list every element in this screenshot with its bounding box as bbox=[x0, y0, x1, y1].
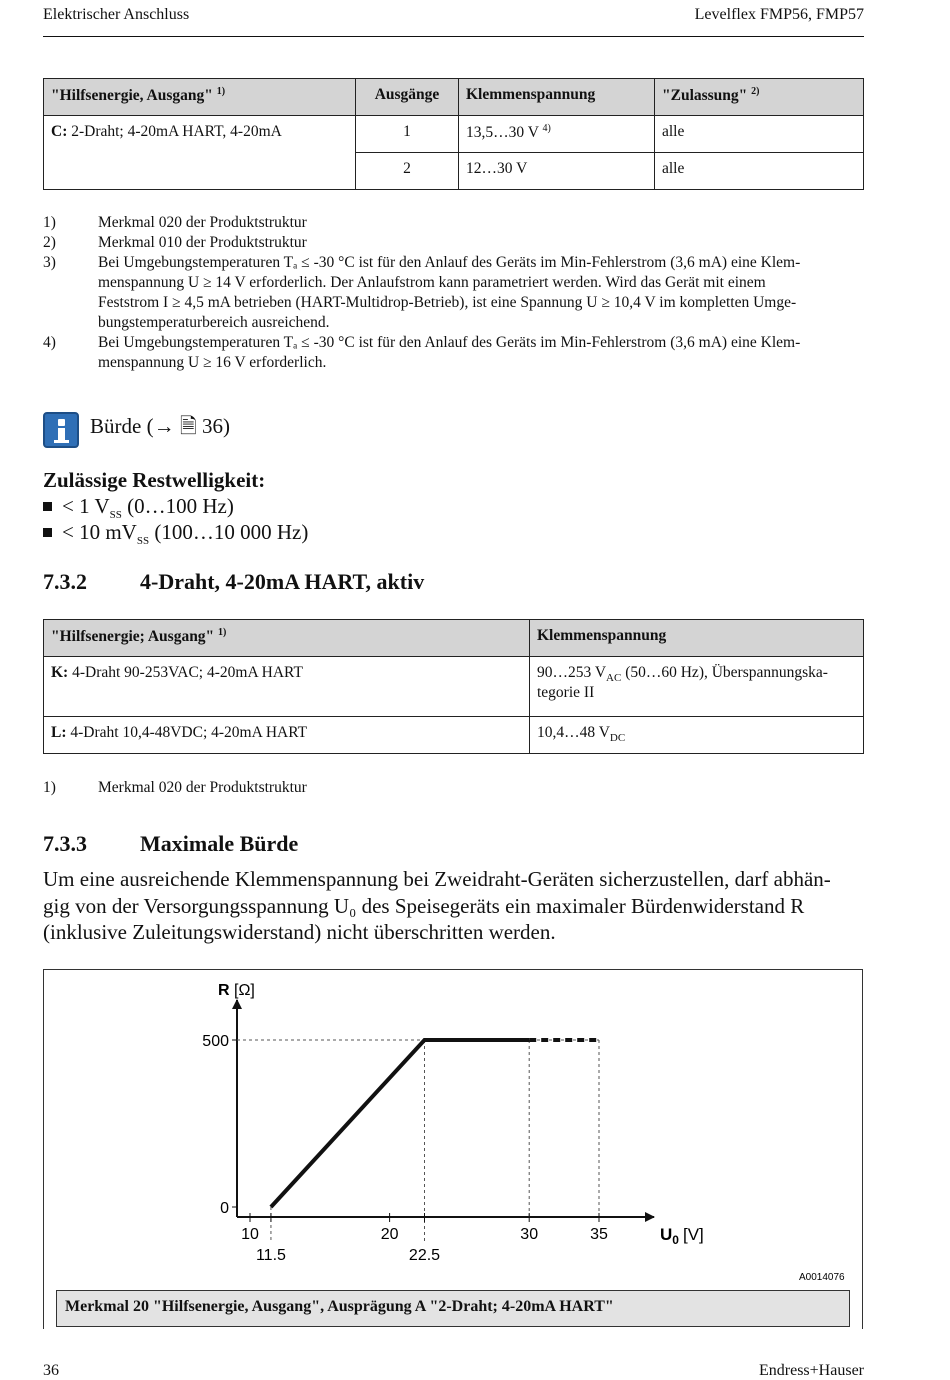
power-output-cell: K: 4-Draht 90-253VAC; 4-20mA HART bbox=[44, 657, 530, 717]
ripple-heading: Zulässige Restwelligkeit: bbox=[43, 468, 266, 492]
section-title-732: 4-Draht, 4-20mA HART, aktiv bbox=[140, 569, 425, 594]
power-output-cell: C: 2-Draht; 4-20mA HART, 4-20mA bbox=[44, 116, 356, 190]
footnote: 1) Merkmal 020 der Produktstruktur bbox=[43, 214, 307, 231]
x-tick-label: 10 bbox=[241, 1226, 259, 1243]
load-chart-frame bbox=[43, 969, 863, 1329]
x-tick-label: 22.5 bbox=[408, 1247, 441, 1264]
x-tick-label: 11.5 bbox=[255, 1247, 286, 1264]
footnote: 2) Merkmal 010 der Produktstruktur bbox=[43, 234, 307, 251]
max-load-curve bbox=[271, 1040, 529, 1207]
ripple-item: < 1 $V_{SS}$ (0…100 Hz) bbox=[43, 494, 234, 521]
y-axis-label: R [Ω] bbox=[218, 982, 255, 999]
x-tick-label: 20 bbox=[380, 1226, 399, 1243]
voltage-cell: 12…30 V bbox=[459, 153, 655, 190]
voltage-cell: 90…253 $V_{AC}$ (50…60 Hz), Überspannungska- tegorie II bbox=[530, 657, 864, 717]
col-header-terminal-voltage: Klemmenspannung bbox=[459, 79, 655, 116]
header-rule bbox=[43, 36, 864, 37]
col-header-approval: "Zulassung" $^{2)}$ bbox=[655, 79, 864, 116]
axis-ticks bbox=[202, 1033, 608, 1264]
power-output-table-2wire bbox=[43, 78, 864, 190]
section-paragraph: Um eine ausreichende Klemmenspannung bei Zweidraht-Geräten sicherzustellen, darf abhän- gig von der Versorgungsspannung U₀ des Speisegeräts ein maximaler Bürdenwiderstand R (inklusive Zuleitungswiderstand) nicht überschritten werden. bbox=[43, 867, 831, 944]
page-number: 36 bbox=[43, 1362, 59, 1379]
running-header-left: Elektrischer Anschluss bbox=[43, 6, 190, 23]
footnotes-table1 bbox=[43, 213, 864, 373]
running-header-right: Levelflex FMP56, FMP57 bbox=[694, 6, 864, 23]
voltage-cell: 13,5…30 V $^{4)}$ bbox=[459, 116, 655, 153]
voltage-cell: 10,4…48 $V_{DC}$ bbox=[530, 717, 864, 754]
col-header-terminal-voltage: Klemmenspannung bbox=[530, 620, 864, 657]
power-output-table-4wire bbox=[43, 619, 864, 754]
table-row bbox=[44, 717, 864, 754]
footer-brand: Endress+Hauser bbox=[759, 1362, 864, 1379]
section-title-733: Maximale Bürde bbox=[140, 831, 299, 856]
col-header-power-output: "Hilfsenergie, Ausgang" $^{1)}$ bbox=[44, 79, 356, 116]
section-number-733: 7.3.3 bbox=[43, 831, 87, 856]
figure-id: A0014076 bbox=[799, 1272, 845, 1283]
info-icon bbox=[43, 412, 79, 448]
x-tick-label: 35 bbox=[590, 1226, 608, 1243]
outputs-cell: 1 bbox=[356, 116, 459, 153]
x-tick-label: 30 bbox=[520, 1226, 539, 1243]
guide-lines bbox=[237, 1040, 599, 1243]
footnote: 4) Bei Umgebungstemperaturen Tₐ ≤ -30 °C ist für den Anlauf des Geräts im Min-Fehlerstrom (3,6 mA) eine Klem- menspannung U ≥ 16 V erforderlich. bbox=[43, 334, 801, 371]
table-row bbox=[44, 116, 864, 153]
power-output-cell: L: 4-Draht 10,4-48VDC; 4-20mA HART bbox=[44, 717, 530, 754]
table-header-row bbox=[44, 79, 864, 116]
table-row bbox=[44, 657, 864, 717]
max-load-chart bbox=[44, 970, 862, 1330]
ripple-item: < 10 $mV_{SS}$ (100…10 000 Hz) bbox=[43, 520, 308, 547]
outputs-cell: 2 bbox=[356, 153, 459, 190]
y-tick-label: 0 bbox=[220, 1200, 229, 1217]
footnote: 1) Merkmal 020 der Produktstruktur bbox=[43, 779, 307, 796]
y-tick-label: 500 bbox=[202, 1033, 229, 1050]
section-number-732: 7.3.2 bbox=[43, 569, 87, 594]
x-axis-label: $U_0$ [V] bbox=[660, 1225, 704, 1247]
approval-cell: alle bbox=[655, 116, 864, 153]
col-header-outputs: Ausgänge bbox=[356, 79, 459, 116]
approval-cell: alle bbox=[655, 153, 864, 190]
figure-caption: Merkmal 20 "Hilfsenergie, Ausgang", Ausprägung A "2-Draht; 4-20mA HART" bbox=[56, 1290, 850, 1327]
footnote: 3) Bei Umgebungstemperaturen Tₐ ≤ -30 °C ist für den Anlauf des Geräts im Min-Fehlerstrom (3,6 mA) eine Klem- menspannung U ≥ 14 V erforderlich. Der Anlaufstrom kann parametriert werden. Wird das Gerät mit einem Feststrom I ≥ 4,5 mA betrieben (HART-Multidrop-Betrieb), ist eine Spannung U ≥ 10,4 V im kompletten Umge- bungstemperaturbereich ausreichend. bbox=[43, 254, 801, 331]
footnotes-table2 bbox=[43, 778, 864, 798]
col-header-power-output: "Hilfsenergie; Ausgang" $^{1)}$ bbox=[44, 620, 530, 657]
info-note-link[interactable]: Bürde (→ 🗎 36) bbox=[90, 414, 230, 438]
table-header-row bbox=[44, 620, 864, 657]
